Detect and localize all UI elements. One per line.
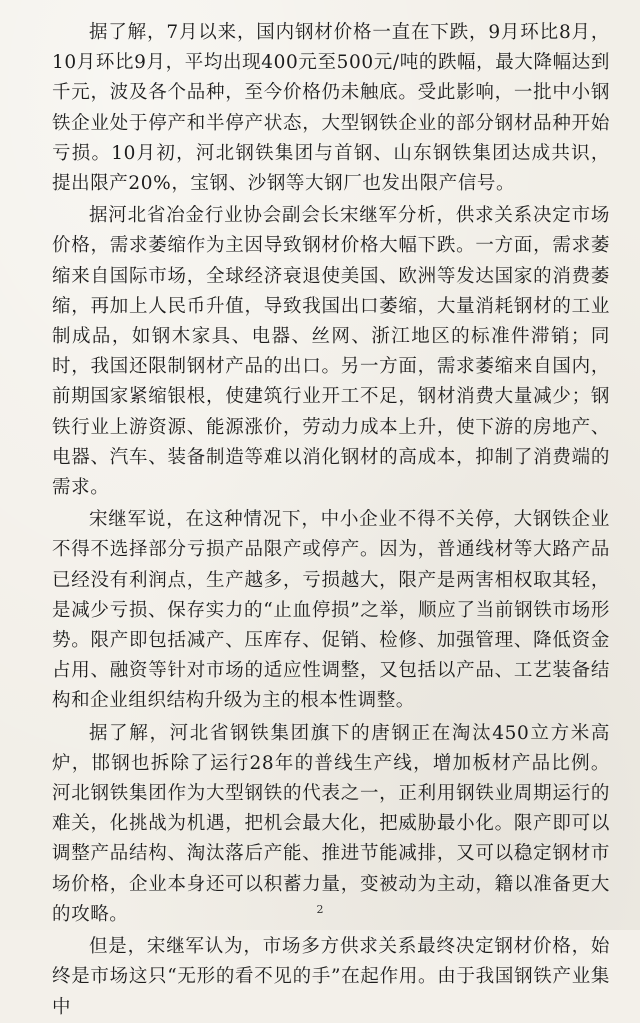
paragraph-production-limits: 宋继军说，在这种情况下，中小企业不得不关停，大钢铁企业不得不选择部分亏损产品限产或停产。因为，普通线材等大路产品已经没有利润点，生产越多，亏损越大，限产是两害相权取其轻，是减少亏损、保存实力的“止血停损”之举，顺应了当前钢铁市场形势。限产即包括减产、压库存、促销、检修、加强管理、降低资金占用、融资等针对市场的适应性调整，又包括以产品、工艺装备结构和企业组织结构升级为主的根本性调整。 (52, 509, 610, 712)
paragraph-demand-analysis: 据河北省冶金行业协会副会长宋继军分析，供求关系决定市场价格，需求萎缩作为主因导致钢材价格大幅下跌。一方面，需求萎缩来自国际市场，全球经济衰退使美国、欧洲等发达国家的消费萎缩，再加上人民币升值，导致我国出口萎缩，大量消耗钢材的工业制成品，如钢木家具、电器、丝网、浙江地区的标准件滞销；同时，我国还限制钢材产品的出口。另一方面，需求萎缩来自国内，前期国家紧缩银根，使建筑行业开工不足，钢材消费大量减少；钢铁行业上游资源、能源涨价，劳动力成本上升，使下游的房地产、电器、汽车、装备制造等难以消化钢材的高成本，抑制了消费端的需求。 (52, 205, 610, 499)
page-number: 2 (316, 903, 324, 916)
paragraph-hebei-steel: 据了解，河北省钢铁集团旗下的唐钢正在淘汰450立方米高炉，邯钢也拆除了运行28年的普线生产线，增加板材产品比例。河北钢铁集团作为大型钢铁的代表之一，正利用钢铁业周期运行的难关，化挑战为机遇，把机会最大化，把威胁最小化。限产即可以调整产品结构、淘汰落后产能、推进节能减排，又可以稳定钢材市场价格，企业本身还可以积蓄力量，变被动为主动，籍以准备更大的攻略。 (52, 722, 610, 925)
paragraph-price-decline: 据了解，7月以来，国内钢材价格一直在下跌，9月环比8月，10月环比9月，平均出现400元至500元/吨的跌幅，最大降幅达到千元，波及各个品种，至今价格仍未触底。受此影响，一批中小钢铁企业处于停产和半停产状态，大型钢铁企业的部分钢材品种开始亏损。10月初，河北钢铁集团与首钢、山东钢铁集团达成共识，提出限产20%，宝钢、沙钢等大钢厂也发出限产信号。 (52, 22, 610, 195)
paragraph-market-forces: 但是，宋继军认为，市场多方供求关系最终决定钢材价格，始终是市场这只“无形的看不见的手”在起作用。由于我国钢铁产业集中 (52, 936, 610, 1018)
